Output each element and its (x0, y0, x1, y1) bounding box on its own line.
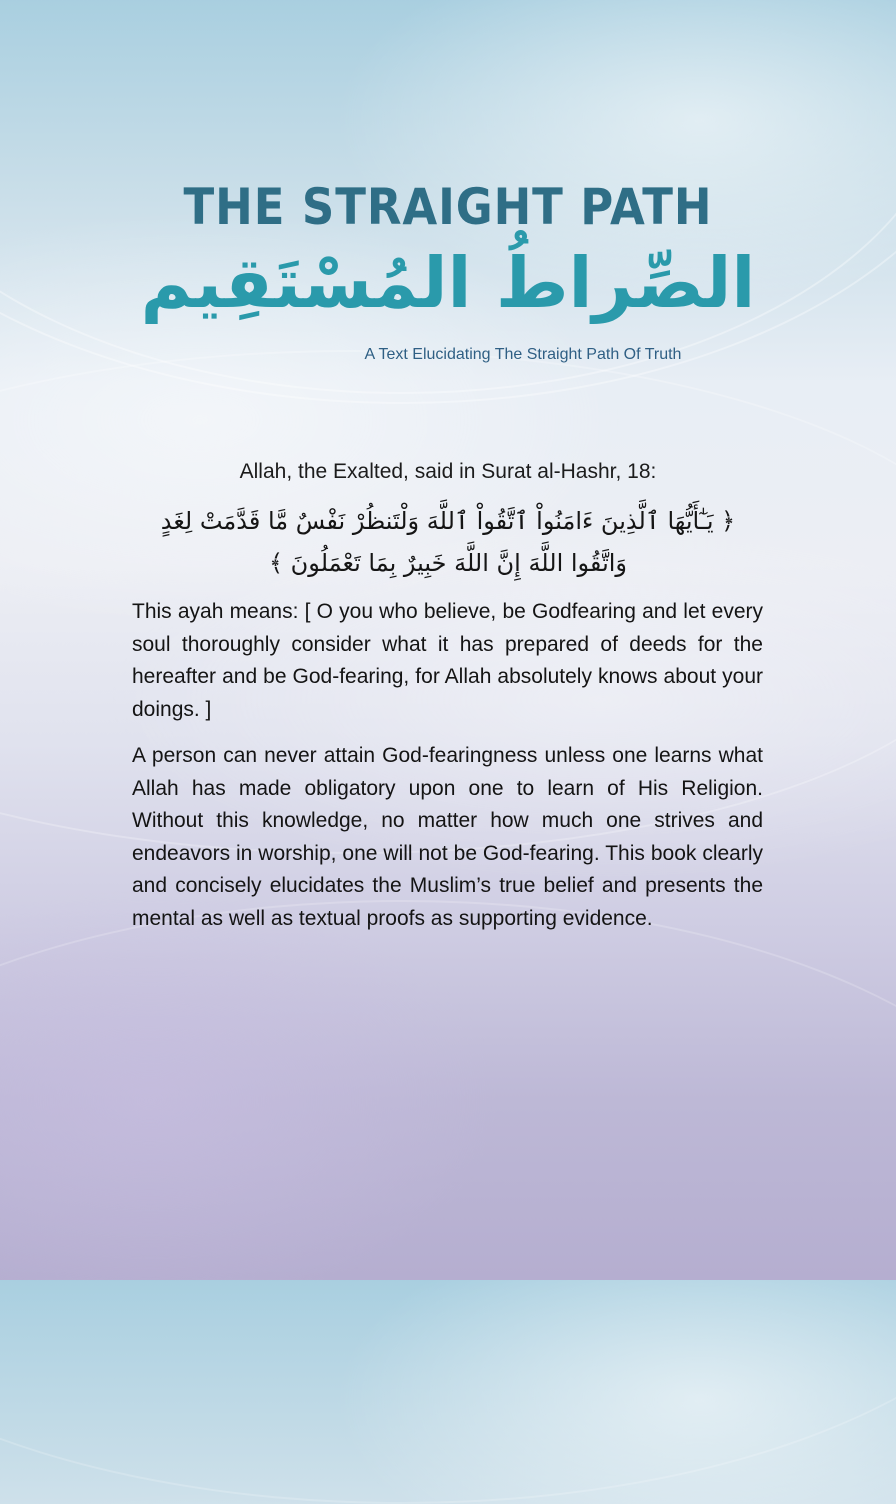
verse-introduction: Allah, the Exalted, said in Surat al-Hashr, 18: (239, 460, 657, 483)
verse-line-1: ﴿ يَـٰٓأَيُّهَا ٱلَّذِينَ ءَامَنُواْ ٱتَّقُواْ ٱللَّهَ وَلْتَنظُرْ نَفْسٌ مَّا قَدَّمَتْ لِغَدٍ (160, 507, 736, 535)
page-title: THE STRAIGHT PATH (183, 178, 713, 236)
book-description-paragraph: A person can never attain God-fearingness unless one learns what Allah has made obligatory upon one to learn of His Religion. Without this knowledge, no matter how much one strives and endeavors in worship, one will not be God-fearing. This book clearly and concisely elucidates the Muslim’s true belief and presents the mental as well as textual proofs as supporting evidence. (132, 744, 763, 930)
subtitle: A Text Elucidating The Straight Path Of Truth (364, 346, 682, 363)
verse-line-2: وَاتَّقُوا اللَّهَ إِنَّ اللَّهَ خَبِيرٌ بِمَا تَعْمَلُونَ ﴾ (268, 549, 628, 577)
quran-verse (120, 500, 776, 584)
verse-meaning-paragraph: This ayah means: [ O you who believe, be Godfearing and let every soul thoroughly consider what it has prepared of deeds for the hereafter and be God-fearing, for Allah absolutely knows about your doings. ] (132, 600, 763, 721)
arabic-title: الصِّراطُ المُسْتَقِيم (140, 242, 756, 324)
